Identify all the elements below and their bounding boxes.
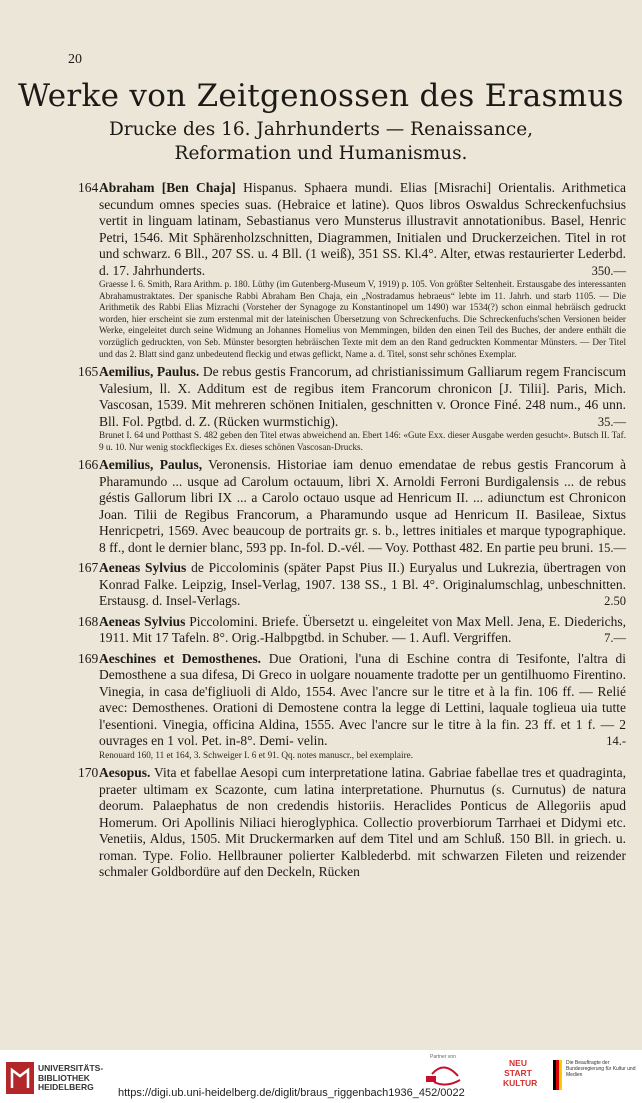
entry-author: Aemilius, Paulus, — [99, 457, 203, 473]
entry-number: 164 — [78, 180, 99, 195]
neustart-line-2: START — [504, 1068, 532, 1078]
neustart-line-1: NEU — [509, 1058, 527, 1068]
page-title: Werke von Zeitgenossen des Erasmus — [18, 78, 624, 114]
page-url[interactable]: https://digi.ub.uni-heidelberg.de/diglit/braus_riggenbach1936_452/0022 — [118, 1087, 465, 1099]
entry-author: Aeneas Sylvius — [99, 613, 186, 629]
entry-text-block — [99, 364, 626, 430]
university-library-name[interactable] — [38, 1064, 103, 1093]
entry-price: 2.50 — [604, 594, 626, 609]
entry-text-block — [99, 651, 626, 750]
catalog-entry — [78, 457, 626, 556]
entry-price: 35.— — [597, 414, 626, 429]
neustart-line-3: KULTUR — [503, 1078, 538, 1088]
entry-text-block — [99, 614, 626, 647]
entry-description: Vita et fabellae Aesopi cum interpretatione latina. Gabriae fabellae tres et quadraginta, praeter ultimam ex Scazonte, cum latina interpretatione. Phurnutus (s. Curnutus) de natura deorum. Palaephatus de non credendis historiis. Heraclides Ponticus de Allegoriis apud Homerum. Ori Apollinis Niliaci hieroglyphica. Collectio proverbiorum Tarrhaei et Didymi etc. Venetiis, Aldus, 1505. Mit Druckermarken auf dem Titel und am Schluß. 150 Bll. in griech. u. roman. Type. Folio. Hellbrauner polierter Kalblederbd. mit schwarzen Fileten und reizender schmaler Goldbordüre auf den Deckeln, Rücken — [99, 765, 626, 880]
partner-caption: Partner von — [430, 1054, 456, 1060]
neustart-kultur-logo[interactable] — [503, 1058, 538, 1088]
entry-description: de Piccolominis (später Papst Pius II.) Euryalus und Lukrezia, übertragen von Konrad Falke. Leipzig, Insel-Verlag, 1907. 138 SS., 1 Bl. 4°. Originalumschlag, unbeschnitten. Erstausg. d. Insel-Verlags. — [99, 560, 626, 609]
entry-author: Aeneas Sylvius — [99, 560, 187, 576]
catalog-entry — [78, 180, 626, 360]
entry-author: Aemilius, Paulus. — [99, 364, 200, 380]
catalog-entry — [78, 614, 626, 647]
federal-eagle-icon[interactable] — [553, 1060, 563, 1090]
entry-description: Due Orationi, l'una di Eschine contra di Tesifonte, l'altra di Demosthene a sua difesa, Di Greco in uolgare nouamente tradotte per un gentilhuomo Firentino. Vinegia, in casa de'figliuoli di Aldo, 1554. Avec l'ancre sur le titre et à la fin. 106 ff. — Relié avec: Demosthenes. Orationi di Demostene contra la legge di Lettini, laquale toglieua uia tutte l'esentioni. Vinegia, officina Aldina, 1555. Avec l'ancre sur le titre à la fin. 23 ff. et 1 f. — 2 ouvrages en 1 vol. Pet. in-8°. Demi- velin. — [99, 650, 626, 749]
entry-text-block — [99, 560, 626, 610]
catalog-entries — [78, 180, 626, 885]
city-line: HEIDELBERG — [38, 1082, 94, 1092]
entry-description: Hispanus. Sphaera mundi. Elias [Misrachi] Orientalis. Arithmetica secundum omnes species suas. (Hebraice et latine). Quos libros Oswaldus Schreckenfuchsius vertit in linguam latinam, Sebastianus vero Munsterus illustravit annotationibus. Basel, Henric Petri, 1546. Mit Sphärenholzschnitten, Diagrammen, Initialen und Druckerzeichen. Titel in rot und schwarz. 6 Bll., 207 SS. u. 4 Bll. (1 weiß), 351 SS. Kl.4°. Alter, etwas restaurierter Lederbd. d. 17. Jahrhunderts. — [99, 180, 626, 278]
entry-text-block — [99, 765, 626, 881]
entry-note: Brunet I. 64 und Potthast S. 482 geben den Titel etwas abweichend an. Ebert 146: «Gute Exx. dieser Ausgabe werden gesucht». Butsch II. Taf. 9 u. 10. Nur wenig stockfleckiges Ex. dieses schönen Vascosan-Drucks. — [99, 430, 626, 452]
university-line: UNIVERSITÄTS- — [38, 1063, 104, 1073]
entry-price: 14.- — [606, 734, 626, 749]
catalog-entry — [78, 765, 626, 881]
federal-commissioner-text: Die Beauftragte der Bundesregierung für Kultur und Medien — [566, 1060, 636, 1078]
entry-author: Abraham [Ben Chaja] — [99, 180, 236, 195]
entry-description: Piccolomini. Briefe. Übersetzt u. eingeleitet von Max Mell. Jena, E. Diederichs, 1911. Mit 17 Tafeln. 8°. Orig.-Halbpgtbd. in Schuber. — 1. Aufl. Vergriffen. — [99, 613, 626, 646]
entry-text-block — [99, 457, 626, 556]
university-library-logo-icon[interactable] — [6, 1062, 34, 1094]
catalog-entry — [78, 651, 626, 762]
entry-price: 7.— — [604, 631, 626, 646]
entry-note: Graesse I. 6. Smith, Rara Arithm. p. 180. Lüthy (im Gutenberg-Museum V, 1919) p. 105. Von größter Seltenheit. Erstausgabe des interessanten Abrahamustraktates. Der spanische Rabbi Abraham Ben Chaja, ein „Nostradamus hebraeus“ lebte im 11. Jahrh. und starb 1105. — Die Arithmetik des Rabbi Elias Mizrachi (Vorsteher der Synagoge zu Konstantinopel um 1490) war 1534(?) schon einmal hebräisch gedruckt worden, hier erscheint sie zum erstenmal mit der lateinischen Übersetzung von Schreckenfuchs. Die Schreckenfuchs'schen Versionen beider Werke, eingeleitet durch seine Widmung an Johannes Homelius von Memmingen, bilden den einen Teil des Buches, der andere enthält die vorzüglich gedruckten, von Seb. Münster besorgten hebräischen Texte mit dem an den Rand gedruckten Kommentar Münsters. — Der Titel und das 2. Blatt sind ganz unbedeutend fleckig und etwas geflickt, Name a. d. Titel, sonst sehr schönes Exemplar. — [99, 279, 626, 359]
entry-price: 350.— — [591, 263, 626, 278]
library-line: BIBLIOTHEK — [38, 1072, 90, 1083]
entry-author: Aeschines et Demosthenes. — [99, 650, 262, 666]
entry-price: 15.— — [597, 540, 626, 555]
entry-number: 166 — [78, 457, 99, 473]
entry-author: Aesopus. — [99, 765, 151, 781]
entry-number: 168 — [78, 613, 99, 629]
entry-number: 169 — [78, 650, 99, 666]
catalog-entry — [78, 364, 626, 453]
entry-text-block — [99, 180, 626, 279]
entry-description: Veronensis. Historiae iam denuo emendatae de rebus gestis Francorum à Pharamundo ... usque ad Carolum octauum, libri X. Arnoldi Ferroni Burdigalensis ... de rebus géstis Gallorum libri IX ... a Carolo octauo usque ad Henricum II. ... adiunctum est Chronicon Joan. Tilii de Regibus Francorum, a Pharamundo usque ad Henricum II. Basileae, Sixtus Henricpetri, 1569. Avec beaucoup de portraits gr. s. b., lettres initiales et marque typographique. 8 ff., dont le dernier blanc, 593 pp. In-fol. D.-vél. — Voy. Potthast 482. En partie peu bruni. — [99, 457, 626, 555]
entry-number: 165 — [78, 364, 99, 380]
catalog-entry — [78, 560, 626, 610]
page-number: 20 — [68, 52, 82, 67]
entry-description: De rebus gestis Francorum, ad christianissimum Galliarum regem Franciscum Valesium, ll. X. Additum est de regibus item Francorum chronicon [J. Tilii]. Paris, Mich. Vascosan, 1539. Mit mehreren schönen Initialen, geschnitten v. Oronce Finé. 248 num., 46 unn. Bll. Fol. Pgtbd. d. Z. (Rücken wurmstichig). — [99, 364, 626, 429]
entry-number: 167 — [78, 560, 99, 576]
entry-number: 170 — [78, 765, 99, 781]
entry-note: Renouard 160, 11 et 164, 3. Schweiger I. 6 et 91. Qq. notes manuscr., bel exemplaire. — [99, 749, 413, 760]
page-subtitle: Drucke des 16. Jahrhunderts — Renaissance, Reformation und Humanismus. — [108, 119, 534, 164]
